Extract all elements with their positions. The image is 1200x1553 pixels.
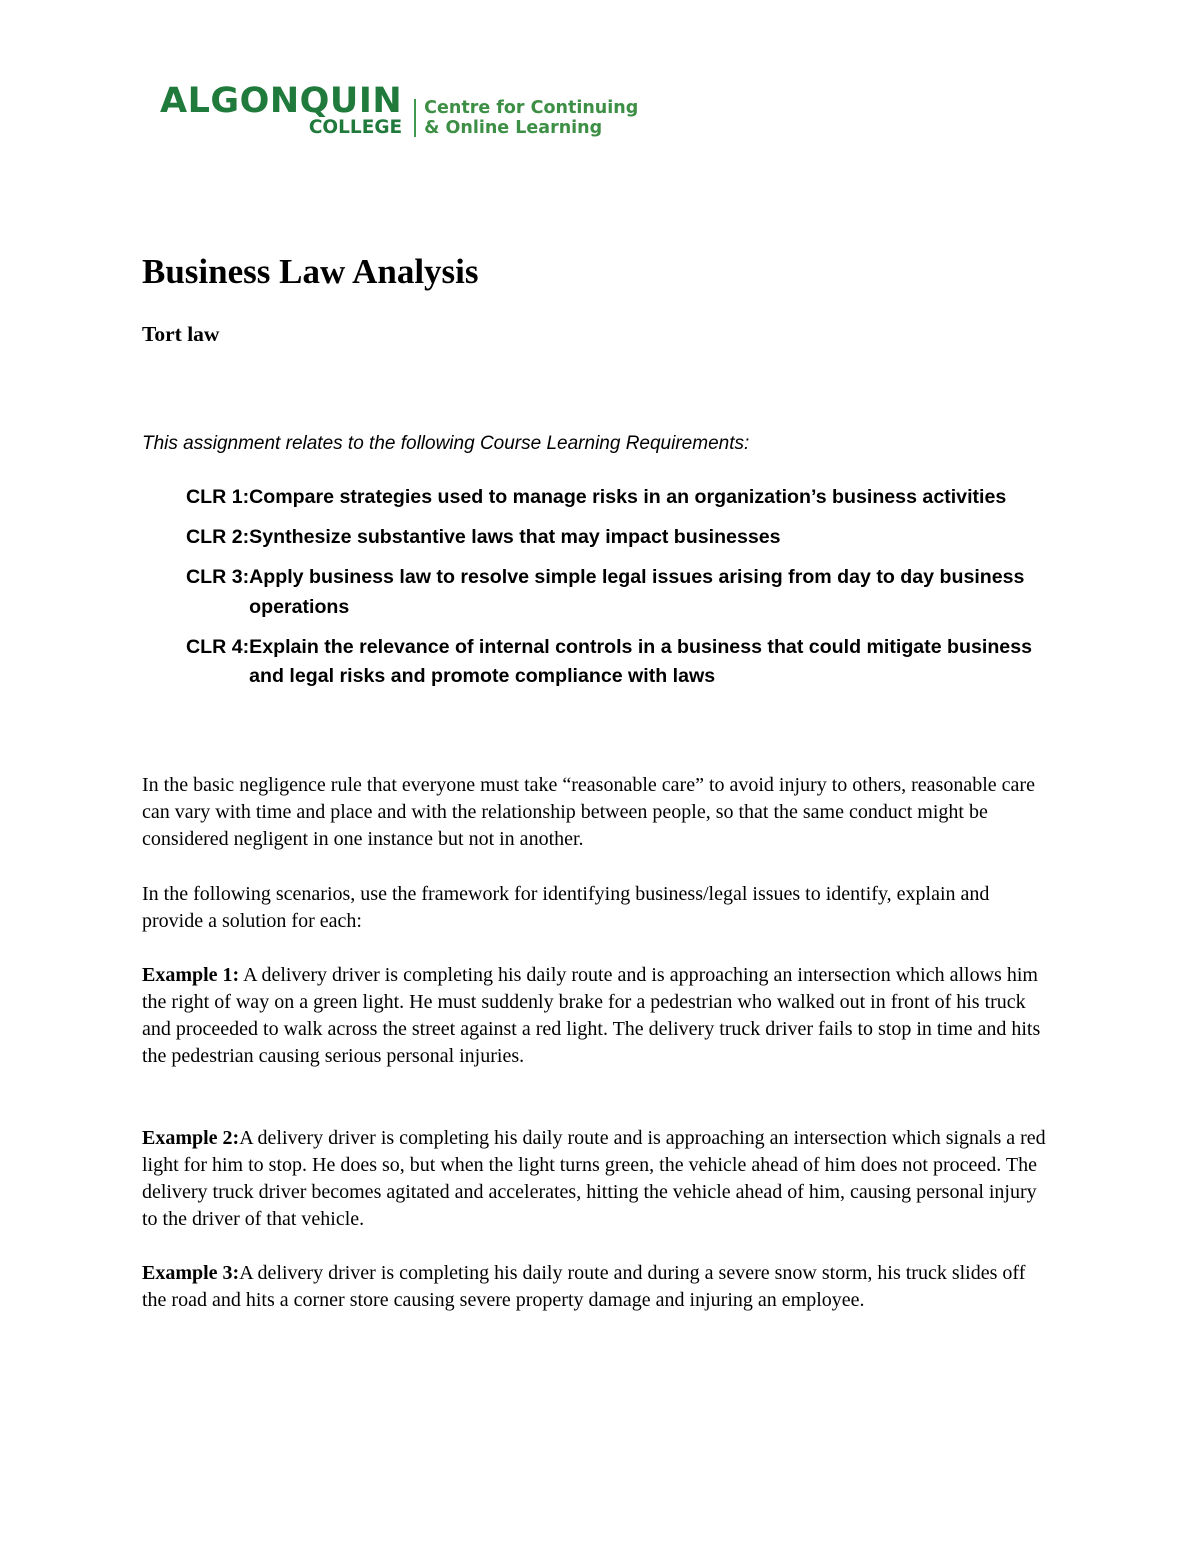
clr-intro: This assignment relates to the following Course Learning Requirements: — [142, 433, 750, 454]
logo-wordmark — [160, 81, 403, 138]
example-label: Example 1: — [142, 964, 240, 986]
clr-list — [186, 483, 1056, 702]
logo-department-line2: & Online Learning — [424, 118, 603, 138]
logo-college: COLLEGE — [308, 117, 403, 138]
example-label: Example 3: — [142, 1262, 240, 1284]
clr-item — [186, 633, 1056, 692]
clr-text: Apply business law to resolve simple legal issues arising from day to day business operations — [249, 566, 1025, 618]
document-subtitle: Tort law — [142, 322, 220, 346]
clr-item — [186, 563, 1056, 622]
logo-department — [424, 98, 638, 138]
logo-divider — [414, 99, 416, 137]
clr-code: CLR 2: — [186, 526, 250, 548]
clr-text: Synthesize substantive laws that may impact businesses — [249, 526, 781, 548]
college-logo — [160, 81, 639, 144]
example-1-paragraph — [142, 962, 1052, 1070]
example-text: A delivery driver is completing his daily route and is approaching an intersection which signals a red light for him to stop. He does so, but when the light turns green, the vehicle ahead of him does not proceed. The delivery truck driver becomes agitated and accelerates, hitting the vehicle ahead of him, causing personal injury to the driver of that vehicle. — [142, 1127, 1046, 1230]
example-2-paragraph — [142, 1125, 1052, 1233]
document-title: Business Law Analysis — [142, 252, 479, 291]
example-3-paragraph — [142, 1260, 1052, 1314]
logo-algonquin: ALGONQUIN — [160, 81, 403, 121]
example-label: Example 2: — [142, 1127, 240, 1149]
clr-code: CLR 4: — [186, 635, 250, 658]
clr-text: Explain the relevance of internal controls in a business that could mitigate business and legal risks and promote compliance with laws — [249, 635, 1032, 687]
example-text: A delivery driver is completing his daily route and during a severe snow storm, his truck slides off the road and hits a corner store causing severe property damage and injuring an employee. — [142, 1262, 1026, 1311]
clr-item — [186, 483, 1056, 513]
clr-code: CLR 1: — [186, 486, 250, 508]
instruction-paragraph: In the following scenarios, use the framework for identifying business/legal issues to identify, explain and provide a solution for each: — [142, 883, 990, 932]
logo-department-line1: Centre for Continuing — [424, 98, 639, 118]
intro-paragraph: In the basic negligence rule that everyone must take “reasonable care” to avoid injury to others, reasonable care can vary with time and place and with the relationship between people, so that the same conduct might be considered negligent in one instance but not in another. — [142, 774, 1035, 850]
example-text: A delivery driver is completing his daily route and is approaching an intersection which allows him the right of way on a green light. He must suddenly brake for a pedestrian who walked out in front of his truck and proceeded to walk across the street against a red light. The delivery truck driver fails to stop in time and hits the pedestrian causing serious personal injuries. — [142, 964, 1041, 1067]
clr-text: Compare strategies used to manage risks in an organization’s business activities — [249, 486, 1007, 508]
clr-item — [186, 523, 1056, 553]
clr-code: CLR 3: — [186, 566, 250, 588]
